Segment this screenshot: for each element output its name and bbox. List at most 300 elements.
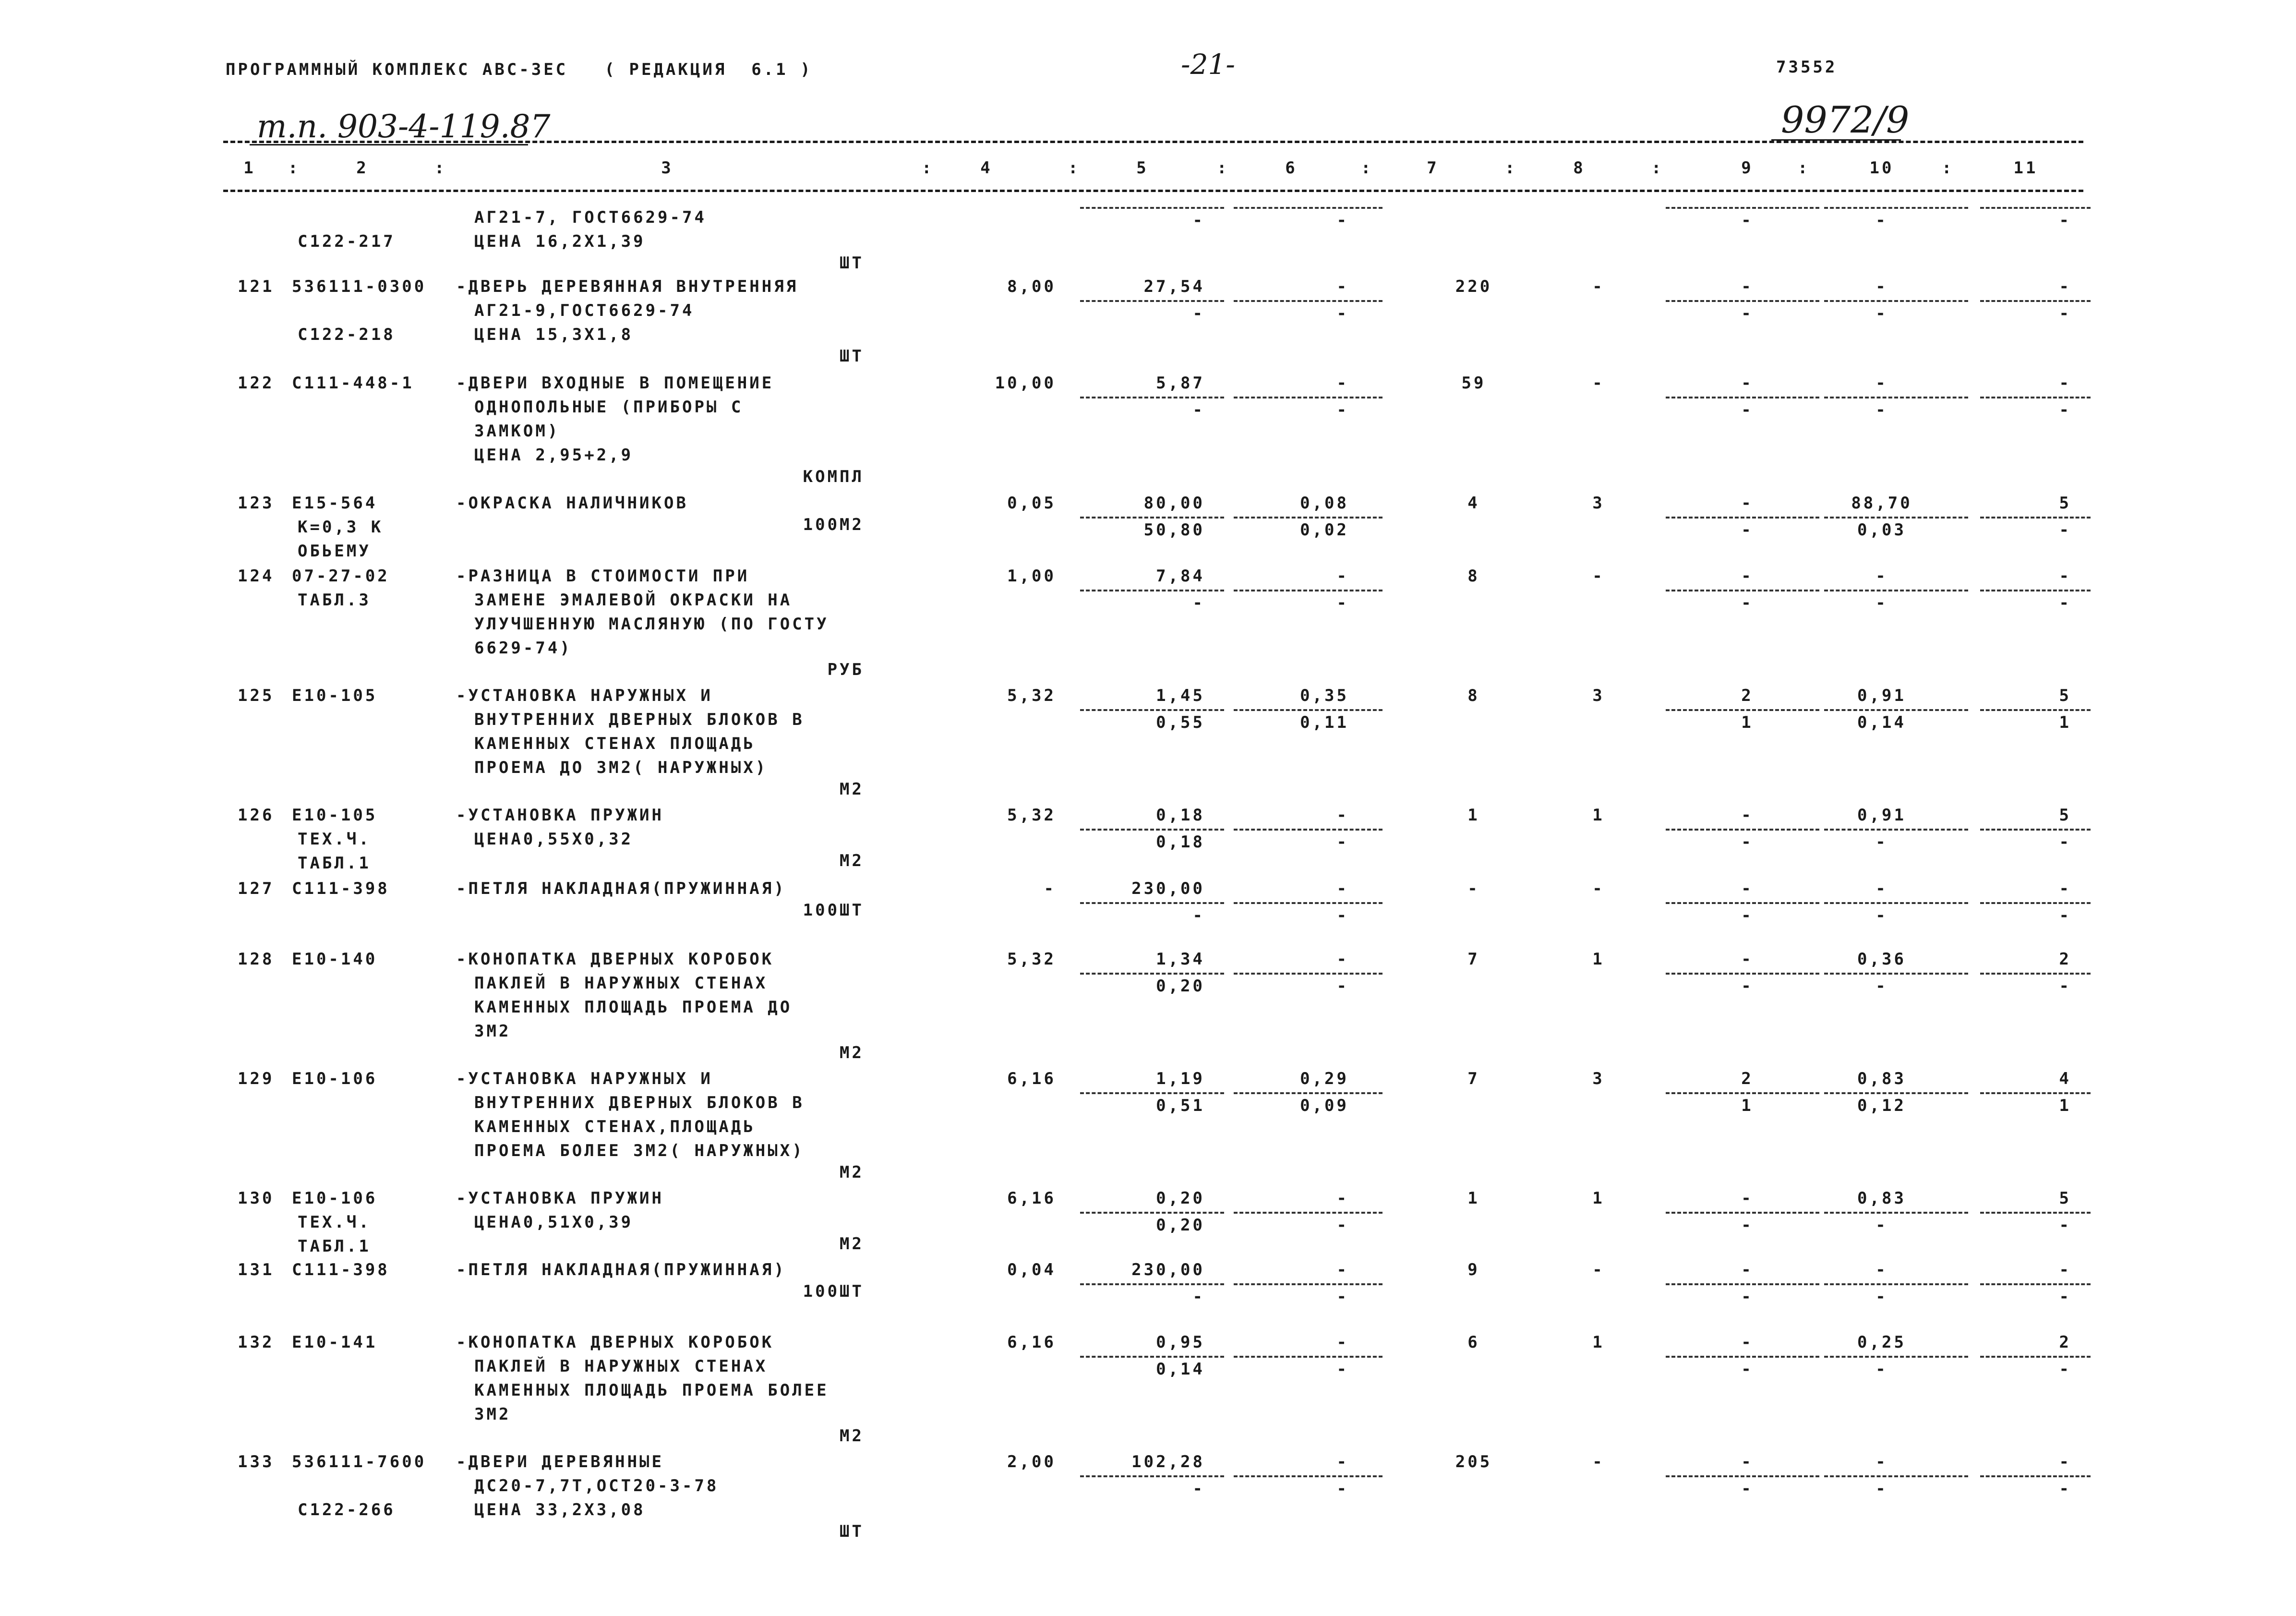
- value-c6: -: [1336, 567, 1349, 586]
- subtotal-dash-line: [1980, 1475, 2091, 1477]
- row-description-line: 3М2: [474, 1022, 511, 1041]
- row-number: 130: [238, 1189, 275, 1208]
- value-c9: -: [1741, 567, 1754, 586]
- row-code-extra: ТАБЛ.1: [298, 854, 371, 873]
- value-c4: 0,04: [1007, 1260, 1056, 1279]
- subtotal-dash-line: [1666, 1283, 1819, 1285]
- subtotal-dash-line: [1666, 300, 1819, 302]
- value-c8: 1: [1592, 806, 1605, 825]
- subtotal-dash-line: [1080, 973, 1224, 975]
- value-c10: 0,83: [1857, 1069, 1906, 1088]
- subtotal-dash-line: [1080, 517, 1224, 519]
- row-unit: М2: [840, 1163, 864, 1182]
- sub-value-s5: 0,51: [1156, 1096, 1205, 1115]
- row-code: Е10-141: [292, 1333, 378, 1352]
- sub-value-s9: 1: [1741, 713, 1754, 732]
- sub-value-s6: -: [1336, 304, 1349, 323]
- value-c5: 1,45: [1156, 686, 1205, 705]
- subtotal-dash-line: [1824, 207, 1968, 209]
- sub-value-s6: -: [1336, 1479, 1349, 1498]
- sub-value-s10: -: [1875, 1287, 1888, 1306]
- sub-value-s11: -: [2059, 593, 2071, 613]
- sub-value-s6: -: [1336, 977, 1349, 996]
- value-c6: 0,08: [1300, 494, 1349, 513]
- sub-value-s5: 50,80: [1143, 520, 1205, 540]
- row-description-line: -ДВЕРИ ВХОДНЫЕ В ПОМЕЩЕНИЕ: [456, 374, 774, 393]
- row-description-line: -УСТАНОВКА ПРУЖИН: [456, 806, 664, 825]
- subtotal-dash-line: [1980, 207, 2091, 209]
- row-unit: КОМПЛ: [803, 467, 864, 486]
- column-separator: :: [288, 158, 301, 178]
- sub-value-s9: -: [1741, 977, 1754, 996]
- row-code: С111-448-1: [292, 374, 414, 393]
- subtotal-dash-line: [1080, 1283, 1224, 1285]
- sub-value-s9: -: [1741, 211, 1754, 230]
- row-unit: 100М2: [803, 515, 864, 534]
- column-separator: :: [1942, 158, 1954, 178]
- value-c10: -: [1875, 1260, 1888, 1279]
- value-c8: -: [1592, 1260, 1605, 1279]
- value-c11: 5: [2059, 494, 2071, 513]
- value-c11: 5: [2059, 1189, 2071, 1208]
- sub-value-s11: -: [2059, 1216, 2071, 1235]
- row-number: 125: [238, 686, 275, 705]
- page-number: -21-: [1181, 48, 1235, 81]
- sub-value-s5: -: [1192, 1479, 1205, 1498]
- column-separator: :: [1798, 158, 1810, 178]
- value-c6: -: [1336, 1260, 1349, 1279]
- row-code: Е10-105: [292, 806, 378, 825]
- row-code-secondary: С122-217: [298, 232, 396, 251]
- subtotal-dash-line: [1666, 590, 1819, 591]
- row-number: 132: [238, 1333, 275, 1352]
- value-c7: 1: [1467, 806, 1480, 825]
- subtotal-dash-line: [1824, 973, 1968, 975]
- row-number: 127: [238, 879, 275, 898]
- value-c11: -: [2059, 277, 2071, 296]
- value-c10: -: [1875, 277, 1888, 296]
- value-c7: 6: [1467, 1333, 1480, 1352]
- value-c5: 102,28: [1131, 1452, 1205, 1471]
- subtotal-dash-line: [1666, 1092, 1819, 1094]
- sub-value-s10: -: [1875, 211, 1888, 230]
- row-description-line: ЗАМЕНЕ ЭМАЛЕВОЙ ОКРАСКИ НА: [474, 591, 793, 610]
- value-c4: 5,32: [1007, 806, 1056, 825]
- value-c10: 0,83: [1857, 1189, 1906, 1208]
- row-code: 536111-0300: [292, 277, 427, 296]
- sub-value-s11: -: [2059, 1287, 2071, 1306]
- subtotal-dash-line: [1824, 397, 1968, 398]
- sub-value-s5: 0,18: [1156, 832, 1205, 852]
- value-c10: -: [1875, 567, 1888, 586]
- row-description-line: -ДВЕРИ ДЕРЕВЯННЫЕ: [456, 1452, 664, 1471]
- row-description-line: ОДНОПОЛЬНЫЕ (ПРИБОРЫ С: [474, 398, 744, 417]
- sub-value-s10: -: [1875, 400, 1888, 420]
- row-description-line: -КОНОПАТКА ДВЕРНЫХ КОРОБОК: [456, 950, 774, 969]
- value-c6: -: [1336, 1452, 1349, 1471]
- row-description-line: ВНУТРЕННИХ ДВЕРНЫХ БЛОКОВ В: [474, 1093, 805, 1112]
- subtotal-dash-line: [1234, 590, 1382, 591]
- row-unit: 100ШТ: [803, 901, 864, 920]
- subtotal-dash-line: [1666, 1212, 1819, 1214]
- subtotal-dash-line: [1980, 902, 2091, 904]
- value-c8: -: [1592, 567, 1605, 586]
- value-c10: 88,70: [1851, 494, 1912, 513]
- value-c4: 8,00: [1007, 277, 1056, 296]
- subtotal-dash-line: [1234, 1475, 1382, 1477]
- row-unit: ШТ: [840, 1522, 864, 1541]
- value-c9: -: [1741, 1452, 1754, 1471]
- sub-value-s6: -: [1336, 1360, 1349, 1379]
- sub-value-s9: 1: [1741, 1096, 1754, 1115]
- value-c7: 220: [1455, 277, 1492, 296]
- sub-value-s9: -: [1741, 304, 1754, 323]
- row-description-line: ПАКЛЕЙ В НАРУЖНЫХ СТЕНАХ: [474, 1357, 768, 1376]
- row-description-line: КАМЕННЫХ ПЛОЩАДЬ ПРОЕМА ДО: [474, 998, 793, 1017]
- row-description-line: ЦЕНА0,55Х0,32: [474, 830, 634, 849]
- column-separator: :: [434, 158, 447, 178]
- sub-value-s9: -: [1741, 1287, 1754, 1306]
- subtotal-dash-line: [1080, 300, 1224, 302]
- row-number: 133: [238, 1452, 275, 1471]
- sub-value-s5: -: [1192, 304, 1205, 323]
- column-header-6: 6: [1285, 158, 1298, 178]
- value-c8: -: [1592, 1452, 1605, 1471]
- value-c8: 1: [1592, 1333, 1605, 1352]
- value-c4: 10,00: [995, 374, 1056, 393]
- subtotal-dash-line: [1824, 1283, 1968, 1285]
- value-c4: 6,16: [1007, 1189, 1056, 1208]
- subtotal-dash-line: [1666, 1475, 1819, 1477]
- subtotal-dash-line: [1080, 1092, 1224, 1094]
- value-c8: -: [1592, 277, 1605, 296]
- value-c9: -: [1741, 277, 1754, 296]
- subtotal-dash-line: [1824, 709, 1968, 711]
- value-c8: -: [1592, 879, 1605, 898]
- row-description-line: ДС20-7,7Т,ОСТ20-3-78: [474, 1476, 719, 1495]
- row-description-line: АГ21-9,ГОСТ6629-74: [474, 301, 695, 320]
- subtotal-dash-line: [1980, 590, 2091, 591]
- value-c7: 59: [1461, 374, 1486, 393]
- sub-value-s5: -: [1192, 593, 1205, 613]
- subtotal-dash-line: [1080, 1212, 1224, 1214]
- value-c11: 2: [2059, 950, 2071, 969]
- sub-value-s6: -: [1336, 1287, 1349, 1306]
- sub-value-s5: 0,55: [1156, 713, 1205, 732]
- row-code: Е10-105: [292, 686, 378, 705]
- value-c6: -: [1336, 806, 1349, 825]
- row-description-line: ВНУТРЕННИХ ДВЕРНЫХ БЛОКОВ В: [474, 710, 805, 729]
- value-c8: 3: [1592, 1069, 1605, 1088]
- header-bottom-rule: [223, 190, 2083, 192]
- sub-value-s6: 0,11: [1300, 713, 1349, 732]
- value-c4: 1,00: [1007, 567, 1056, 586]
- sub-value-s11: -: [2059, 1479, 2071, 1498]
- row-description-line: ПРОЕМА БОЛЕЕ 3М2( НАРУЖНЫХ): [474, 1141, 805, 1160]
- row-description-line: -УСТАНОВКА НАРУЖНЫХ И: [456, 1069, 713, 1088]
- sub-value-s11: -: [2059, 520, 2071, 540]
- subtotal-dash-line: [1080, 1356, 1224, 1358]
- subtotal-dash-line: [1666, 207, 1819, 209]
- value-c5: 0,20: [1156, 1189, 1205, 1208]
- value-c9: 2: [1741, 1069, 1754, 1088]
- value-c7: 8: [1467, 686, 1480, 705]
- value-c6: -: [1336, 277, 1349, 296]
- value-c6: -: [1336, 1189, 1349, 1208]
- row-number: 129: [238, 1069, 275, 1088]
- subtotal-dash-line: [1824, 1475, 1968, 1477]
- row-number: 131: [238, 1260, 275, 1279]
- row-code: С111-398: [292, 879, 390, 898]
- value-c5: 1,34: [1156, 950, 1205, 969]
- sub-value-s6: -: [1336, 593, 1349, 613]
- row-description-line: 6629-74): [474, 639, 572, 658]
- column-header-3: 3: [661, 158, 673, 178]
- subtotal-dash-line: [1080, 207, 1224, 209]
- sub-value-s6: -: [1336, 211, 1349, 230]
- subtotal-dash-line: [1080, 709, 1224, 711]
- value-c7: -: [1467, 879, 1480, 898]
- album-number: 9972/9: [1781, 98, 1910, 141]
- subtotal-dash-line: [1234, 829, 1382, 831]
- subtotal-dash-line: [1824, 1092, 1968, 1094]
- subtotal-dash-line: [1980, 829, 2091, 831]
- subtotal-dash-line: [1824, 300, 1968, 302]
- sub-value-s5: 0,20: [1156, 977, 1205, 996]
- row-code-extra: ТАБЛ.3: [298, 591, 371, 610]
- value-c7: 9: [1467, 1260, 1480, 1279]
- value-c7: 8: [1467, 567, 1480, 586]
- subtotal-dash-line: [1980, 397, 2091, 398]
- sub-value-s10: -: [1875, 1360, 1888, 1379]
- subtotal-dash-line: [1234, 1283, 1382, 1285]
- subtotal-dash-line: [1234, 902, 1382, 904]
- value-c6: -: [1336, 950, 1349, 969]
- value-c4: 6,16: [1007, 1333, 1056, 1352]
- subtotal-dash-line: [1080, 397, 1224, 398]
- column-separator: :: [922, 158, 934, 178]
- value-c9: -: [1741, 1333, 1754, 1352]
- sub-value-s6: -: [1336, 832, 1349, 852]
- row-price-line: ЦЕНА 15,3Х1,8: [474, 325, 634, 344]
- value-c5: 230,00: [1131, 879, 1205, 898]
- row-description-line: УЛУЧШЕННУЮ МАСЛЯНУЮ (ПО ГОСТУ: [474, 615, 829, 634]
- value-c5: 5,87: [1156, 374, 1205, 393]
- value-c8: 1: [1592, 950, 1605, 969]
- subtotal-dash-line: [1234, 300, 1382, 302]
- subtotal-dash-line: [1234, 517, 1382, 519]
- header-top-rule: [223, 141, 2083, 143]
- value-c5: 1,19: [1156, 1069, 1205, 1088]
- value-c7: 205: [1455, 1452, 1492, 1471]
- value-c11: 5: [2059, 686, 2071, 705]
- row-code-extra: К=0,3 К: [298, 518, 384, 537]
- value-c10: 0,91: [1857, 686, 1906, 705]
- sub-value-s9: -: [1741, 520, 1754, 540]
- row-unit: М2: [840, 1043, 864, 1062]
- row-description-line: ПРОЕМА ДО 3М2( НАРУЖНЫХ): [474, 758, 768, 777]
- value-c8: -: [1592, 374, 1605, 393]
- column-header-2: 2: [356, 158, 369, 178]
- row-number: 124: [238, 567, 275, 586]
- row-number: 126: [238, 806, 275, 825]
- row-code-secondary: С122-266: [298, 1500, 396, 1520]
- value-c4: 5,32: [1007, 686, 1056, 705]
- sub-value-s9: -: [1741, 832, 1754, 852]
- sub-value-s5: -: [1192, 906, 1205, 925]
- sub-value-s10: 0,03: [1857, 520, 1906, 540]
- row-code: С111-398: [292, 1260, 390, 1279]
- subtotal-dash-line: [1980, 1092, 2091, 1094]
- column-header-7: 7: [1427, 158, 1439, 178]
- value-c4: 6,16: [1007, 1069, 1056, 1088]
- row-description-line: -КОНОПАТКА ДВЕРНЫХ КОРОБОК: [456, 1333, 774, 1352]
- column-separator: :: [1651, 158, 1664, 178]
- row-description-line: -ОКРАСКА НАЛИЧНИКОВ: [456, 494, 688, 513]
- value-c11: 2: [2059, 1333, 2071, 1352]
- sub-value-s11: -: [2059, 304, 2071, 323]
- sub-value-s6: -: [1336, 1216, 1349, 1235]
- sub-value-s11: -: [2059, 977, 2071, 996]
- row-unit: РУБ: [827, 660, 864, 679]
- sub-value-s11: -: [2059, 832, 2071, 852]
- subtotal-dash-line: [1824, 902, 1968, 904]
- value-c4: -: [1044, 879, 1056, 898]
- subtotal-dash-line: [1824, 829, 1968, 831]
- row-description-line: 3М2: [474, 1405, 511, 1424]
- row-description-line: ПАКЛЕЙ В НАРУЖНЫХ СТЕНАХ: [474, 974, 768, 993]
- value-c10: -: [1875, 1452, 1888, 1471]
- sub-value-s11: -: [2059, 400, 2071, 420]
- value-c4: 0,05: [1007, 494, 1056, 513]
- document-number: 73552: [1776, 58, 1838, 77]
- subtotal-dash-line: [1980, 973, 2091, 975]
- sub-value-s11: -: [2059, 1360, 2071, 1379]
- value-c9: -: [1741, 1260, 1754, 1279]
- column-header-5: 5: [1136, 158, 1149, 178]
- subtotal-dash-line: [1980, 1212, 2091, 1214]
- row-code-secondary: С122-218: [298, 325, 396, 344]
- value-c11: -: [2059, 1452, 2071, 1471]
- sub-value-s9: -: [1741, 593, 1754, 613]
- value-c10: 0,91: [1857, 806, 1906, 825]
- row-number: 123: [238, 494, 275, 513]
- row-description-line: АГ21-7, ГОСТ6629-74: [474, 208, 707, 227]
- value-c11: -: [2059, 374, 2071, 393]
- value-c6: 0,35: [1300, 686, 1349, 705]
- row-number: 128: [238, 950, 275, 969]
- value-c9: -: [1741, 806, 1754, 825]
- value-c5: 0,18: [1156, 806, 1205, 825]
- column-separator: :: [1068, 158, 1081, 178]
- value-c11: -: [2059, 567, 2071, 586]
- row-code: Е15-564: [292, 494, 378, 513]
- value-c11: 5: [2059, 806, 2071, 825]
- value-c9: 2: [1741, 686, 1754, 705]
- subtotal-dash-line: [1666, 902, 1819, 904]
- subtotal-dash-line: [1980, 1356, 2091, 1358]
- value-c7: 4: [1467, 494, 1480, 513]
- project-code: т.п. 903-4-119.87: [257, 108, 551, 145]
- row-unit: ШТ: [840, 253, 864, 273]
- subtotal-dash-line: [1980, 300, 2091, 302]
- row-code-extra: ТЕХ.Ч.: [298, 830, 371, 849]
- sub-value-s10: 0,14: [1857, 713, 1906, 732]
- row-description-line: КАМЕННЫХ ПЛОЩАДЬ ПРОЕМА БОЛЕЕ: [474, 1381, 829, 1400]
- value-c9: -: [1741, 950, 1754, 969]
- subtotal-dash-line: [1666, 709, 1819, 711]
- column-separator: :: [1361, 158, 1373, 178]
- value-c8: 3: [1592, 686, 1605, 705]
- subtotal-dash-line: [1980, 517, 2091, 519]
- value-c9: -: [1741, 1189, 1754, 1208]
- sub-value-s10: -: [1875, 977, 1888, 996]
- row-unit: ШТ: [840, 347, 864, 366]
- row-code-extra: ТАБЛ.1: [298, 1237, 371, 1256]
- sub-value-s6: 0,02: [1300, 520, 1349, 540]
- subtotal-dash-line: [1666, 829, 1819, 831]
- row-price-line: ЦЕНА 33,2Х3,08: [474, 1500, 646, 1520]
- value-c11: -: [2059, 879, 2071, 898]
- column-header-11: 11: [2013, 158, 2038, 178]
- row-code: Е10-106: [292, 1069, 378, 1088]
- subtotal-dash-line: [1234, 709, 1382, 711]
- sub-value-s10: -: [1875, 593, 1888, 613]
- subtotal-dash-line: [1234, 1212, 1382, 1214]
- value-c7: 7: [1467, 1069, 1480, 1088]
- column-header-4: 4: [980, 158, 993, 178]
- row-code: 536111-7600: [292, 1452, 427, 1471]
- row-description-line: ЗАМКОМ): [474, 422, 560, 441]
- value-c10: -: [1875, 879, 1888, 898]
- value-c6: -: [1336, 374, 1349, 393]
- row-unit: 100ШТ: [803, 1282, 864, 1301]
- row-unit: М2: [840, 851, 864, 870]
- sub-value-s5: -: [1192, 1287, 1205, 1306]
- row-description-line: ЦЕНА0,51Х0,39: [474, 1213, 634, 1232]
- sub-value-s11: -: [2059, 906, 2071, 925]
- sub-value-s6: 0,09: [1300, 1096, 1349, 1115]
- subtotal-dash-line: [1824, 517, 1968, 519]
- sub-value-s10: -: [1875, 304, 1888, 323]
- sub-value-s6: -: [1336, 400, 1349, 420]
- value-c11: 4: [2059, 1069, 2071, 1088]
- subtotal-dash-line: [1080, 1475, 1224, 1477]
- sub-value-s9: -: [1741, 1216, 1754, 1235]
- row-price-line: ЦЕНА 16,2Х1,39: [474, 232, 646, 251]
- row-unit: М2: [840, 1426, 864, 1446]
- subtotal-dash-line: [1824, 1356, 1968, 1358]
- subtotal-dash-line: [1666, 517, 1819, 519]
- subtotal-dash-line: [1824, 1212, 1968, 1214]
- row-unit: М2: [840, 1234, 864, 1254]
- row-description-line: -ПЕТЛЯ НАКЛАДНАЯ(ПРУЖИННАЯ): [456, 879, 786, 898]
- value-c10: 0,36: [1857, 950, 1906, 969]
- subtotal-dash-line: [1080, 590, 1224, 591]
- value-c6: -: [1336, 879, 1349, 898]
- sub-value-s9: -: [1741, 1360, 1754, 1379]
- sub-value-s11: 1: [2059, 713, 2071, 732]
- row-number: 121: [238, 277, 275, 296]
- project-underline: [250, 144, 528, 145]
- subtotal-dash-line: [1080, 829, 1224, 831]
- value-c11: -: [2059, 1260, 2071, 1279]
- value-c5: 230,00: [1131, 1260, 1205, 1279]
- value-c6: 0,29: [1300, 1069, 1349, 1088]
- sub-value-s5: -: [1192, 400, 1205, 420]
- column-header-10: 10: [1869, 158, 1894, 178]
- value-c4: 2,00: [1007, 1452, 1056, 1471]
